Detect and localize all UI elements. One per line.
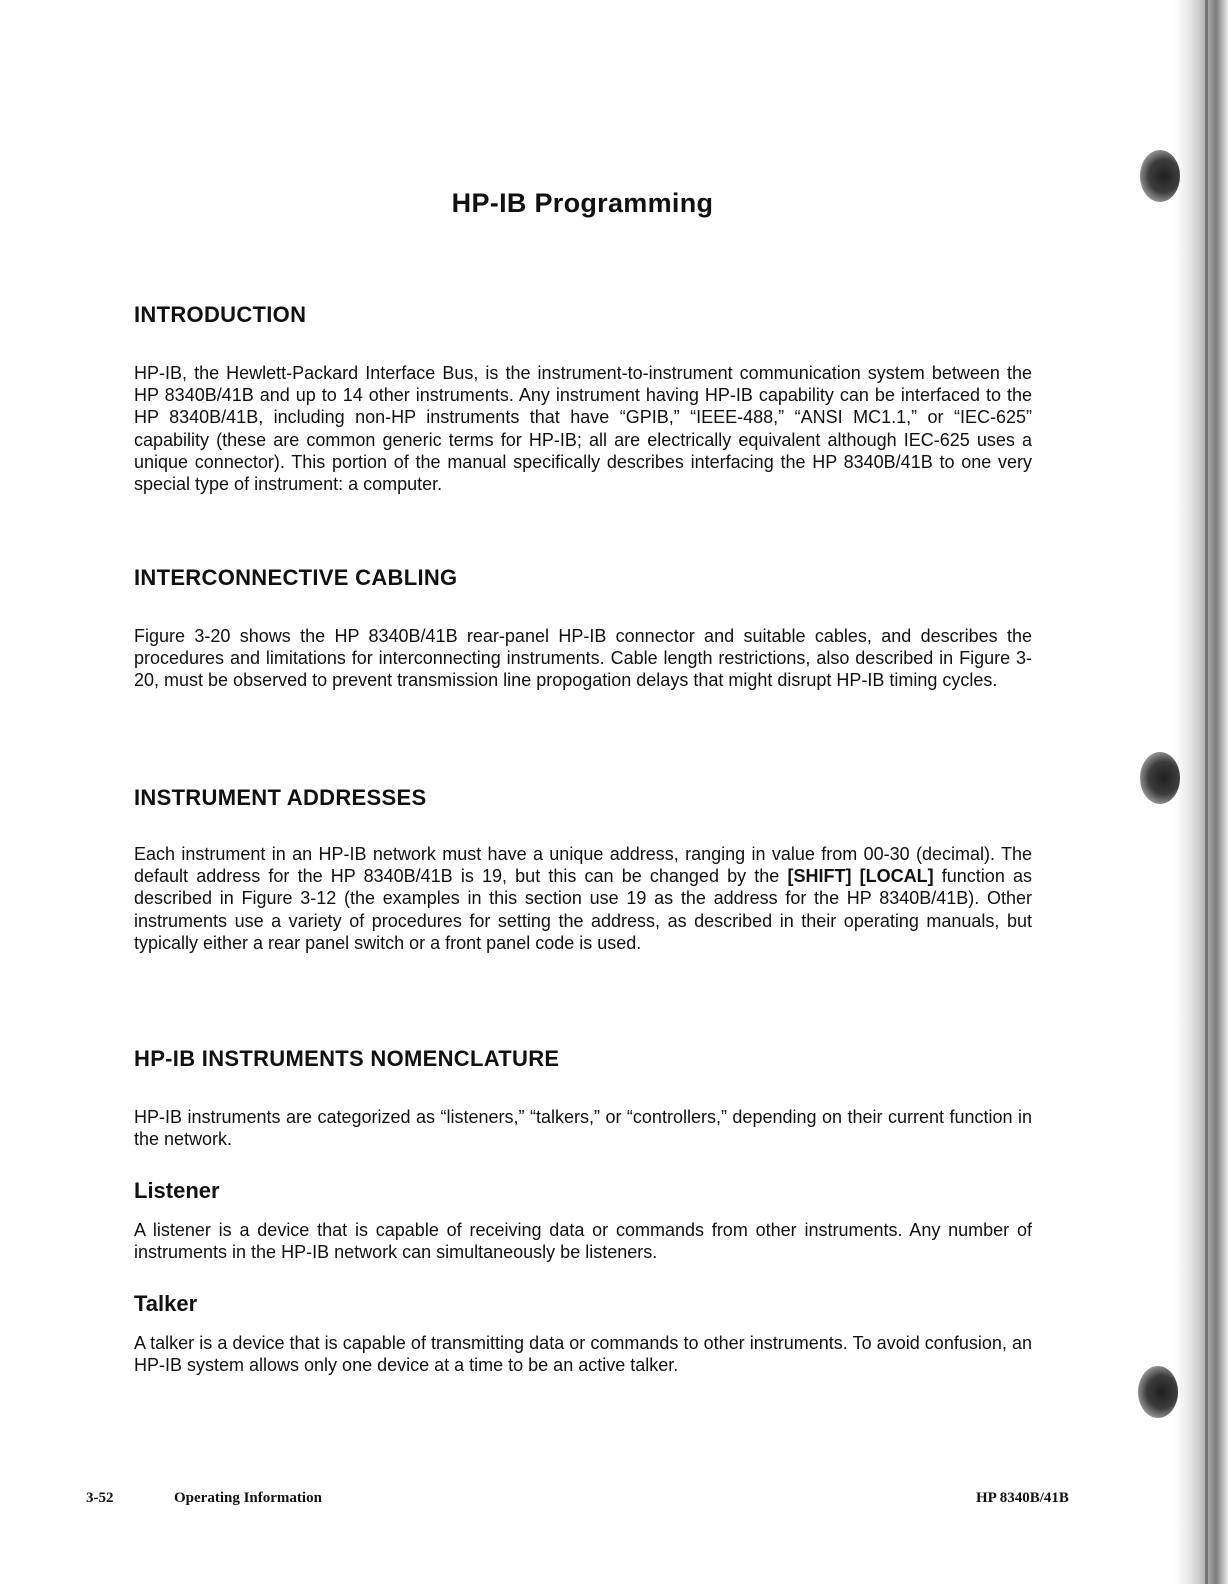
footer-section: Operating Information [174,1490,322,1506]
paragraph-introduction: HP-IB, the Hewlett-Packard Interface Bus, is the instrument-to-instrument communication system between the HP 8340B/41B and up to 14 other instruments. Any instrument having HP-IB capability can be interfaced to the HP 8340B/41B, including non-HP instruments that have “GPIB,” “IEEE-488,” “ANSI MC1.1,” or “IEC-625” capability (these are common generic terms for HP-IB; all are electrically equivalent although IEC-625 uses a unique connector). This portion of the manual specifically describes interfacing the HP 8340B/41B to one very special type of instrument: a computer. [134,363,1032,495]
footer-model: HP 8340B/41B [976,1490,1069,1506]
heading-interconnective-cabling: INTERCONNECTIVE CABLING [134,565,458,590]
heading-introduction: INTRODUCTION [134,302,307,327]
page-title: HP-IB Programming [451,188,714,218]
heading-talker: Talker [134,1291,198,1316]
footer-page-number: 3-52 [86,1490,114,1506]
paragraph-listener: A listener is a device that is capable of receiving data or commands from other instruments. Any number of instruments in the HP-IB network can simultaneously be listeners. [134,1220,1032,1263]
paragraph-cabling: Figure 3-20 shows the HP 8340B/41B rear-panel HP-IB connector and suitable cables, and describes the procedures and limitations for interconnecting instruments. Cable length restrictions, also described in Figure 3-20, must be observed to prevent transmission line propogation delays that might disrupt HP-IB timing cycles. [134,626,1032,691]
binding-edge-line [1205,0,1208,1584]
heading-listener: Listener [134,1178,220,1203]
heading-instrument-addresses: INSTRUMENT ADDRESSES [134,785,427,810]
paragraph-nomenclature: HP-IB instruments are categorized as “listeners,” “talkers,” or “controllers,” depending on their current function in the network. [134,1107,1032,1150]
paragraph-talker: A talker is a device that is capable of transmitting data or commands to other instruments. To avoid confusion, an HP-IB system allows only one device at a time to be an active talker. [134,1333,1032,1376]
punch-hole-middle [1140,752,1180,804]
paragraph-addresses [134,843,1032,954]
key-shift: [SHIFT] [787,866,852,887]
addresses-text-part1: Each instrument in an HP-IB network must have a unique address, ranging in value from 00-30 (decimal). The default address for the HP 8340B/41B is 19, but this can be changed by the [134,844,1032,887]
punch-hole-bottom [1138,1366,1178,1418]
addresses-text-part2: function as described in Figure 3-12 (the examples in this section use 19 as the address for the HP 8340B/41B). Other instruments use a variety of procedures for setting the address, as described in their operating manuals, but typically either a rear panel switch or a front panel code is used. [134,866,1033,953]
binding-edge [1174,0,1228,1584]
key-local: [LOCAL] [859,866,934,887]
heading-nomenclature: HP-IB INSTRUMENTS NOMENCLATURE [134,1046,560,1071]
